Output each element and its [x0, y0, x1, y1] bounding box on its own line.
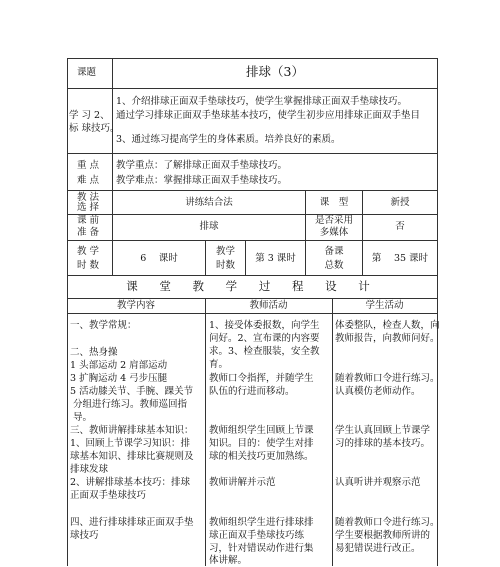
teacher-line: 教师讲解并示范	[209, 477, 276, 488]
difficulty: 教学难点：掌握排球正面双手垫球技巧。	[116, 175, 288, 186]
goal-3: 3、通过练习提高学生的身体素质。培养良好的素质。	[116, 134, 341, 145]
teacher-line: 教师组织学生回顾上节课	[209, 425, 314, 436]
teaching-hours: 6 课时	[140, 253, 178, 264]
col-header-student: 学生活动	[365, 300, 404, 311]
teacher-line: 队伍的行进而移动。	[209, 386, 295, 397]
media-label-line1: 是否采用	[314, 215, 353, 226]
teaching-method: 讲练结合法	[185, 197, 233, 208]
title-label: 课题	[77, 67, 97, 78]
student-line: 教师报告，向教师问好。	[335, 333, 440, 344]
teacher-line: 体讲解。	[209, 555, 248, 566]
content-line: 排球发球	[70, 464, 109, 475]
prepared-total: 第 35 课时	[371, 253, 429, 264]
teacher-line: 教师口令指挥，并随学生	[209, 373, 314, 384]
current-period: 第 3 课时	[255, 253, 296, 264]
goals-label-line1: 学 习 2、	[69, 110, 110, 121]
content-line: 导。	[73, 412, 93, 423]
student-line: 体委整队，检查人数，向	[335, 320, 440, 331]
goal-2: 通过学习排球正面双手垫球基本技巧，使学生初步应用排球正面双手垫目	[116, 110, 421, 121]
student-line: 易犯错误进行改正。	[335, 543, 421, 554]
teacher-line: 问好。2、宣布课的内容要	[209, 333, 320, 344]
teacher-line: 教师组织学生进行排球排	[209, 517, 314, 528]
content-line: 正面双手垫球技巧	[70, 490, 147, 501]
content-line: 一、教学常规：	[70, 320, 137, 331]
preparation: 排球	[199, 221, 219, 232]
teacher-line: 习，针对错误动作进行集	[209, 543, 314, 554]
content-line: 球技巧	[70, 530, 99, 541]
teacher-line: 育。	[209, 359, 229, 370]
process-heading: 课 堂 教 学 过 程 设 计	[126, 279, 379, 293]
student-line: 认真听讲并观察示范	[335, 477, 421, 488]
key-label-line2: 难 点	[77, 175, 100, 186]
lesson-type: 新授	[390, 197, 410, 208]
goal-1: 1、介绍排球正面双手垫球技巧，使学生掌握排球正面双手垫球技巧。	[116, 96, 408, 107]
content-line: 三、教师讲解排球基本知识：	[70, 425, 194, 436]
prepared-label-line1: 备课	[324, 246, 344, 257]
prep-label-line1: 课 前	[77, 215, 100, 226]
hours-label-line1: 教 学	[77, 246, 100, 257]
student-line: 学生要根据教师所讲的	[335, 530, 431, 541]
period-label-line2: 时数	[215, 260, 235, 271]
student-line: 随着教师口令进行练习。	[335, 373, 440, 384]
method-label-line2: 选 择	[77, 202, 100, 213]
content-line: 1 头部运动 2 肩部运动	[70, 360, 168, 371]
content-line: 球基本知识、排球比赛规则及	[70, 451, 194, 462]
content-line: 3 扩胸运动 4 弓步压腿	[70, 373, 168, 384]
teacher-line: 球的相关技巧更加熟练。	[209, 451, 314, 462]
content-line: 5 活动膝关节、手腕、踝关节	[70, 386, 194, 397]
key-label-line1: 重 点	[77, 160, 100, 171]
content-line: 2、讲解排球基本技巧：排球	[70, 477, 191, 488]
teacher-line: 1、接受体委报数，向学生	[209, 320, 320, 331]
key-point: 教学重点：了解排球正面双手垫球技巧。	[116, 160, 288, 171]
media-used: 否	[395, 221, 405, 232]
method-label-line1: 教 法	[77, 192, 100, 203]
student-line: 学生认真回顾上节课学	[335, 425, 431, 436]
teacher-line: 求。3、检查服装，安全教	[209, 346, 320, 357]
student-line: 习的排球的基本技巧。	[335, 438, 431, 449]
col-header-content: 教学内容	[116, 300, 155, 311]
teacher-line: 球正面双手垫球技巧练	[209, 530, 305, 541]
media-label-line2: 多媒体	[319, 227, 349, 238]
teacher-line: 知识。目的：使学生对排	[209, 438, 314, 449]
prep-label-line2: 准 备	[77, 227, 100, 238]
prepared-label-line2: 总数	[324, 260, 344, 271]
content-line: 二、热身操	[70, 347, 118, 358]
content-line: 分组进行练习。教师巡回指	[73, 399, 188, 410]
period-label-line1: 教学	[215, 246, 235, 257]
goals-label-line2: 标 球技巧。	[69, 123, 120, 134]
col-header-teacher: 教师活动	[249, 300, 288, 311]
content-line: 1、回顾上节课学习知识：排	[70, 438, 191, 449]
student-line: 随着教师口令进行练习。	[335, 517, 440, 528]
student-line: 认真模仿老师动作。	[335, 386, 421, 397]
lesson-title: 排球（3）	[246, 64, 304, 79]
content-line: 四、进行排球排球正面双手垫	[70, 517, 194, 528]
hours-label-line2: 时 数	[77, 260, 100, 271]
lesson-type-label: 课 型	[319, 197, 349, 208]
